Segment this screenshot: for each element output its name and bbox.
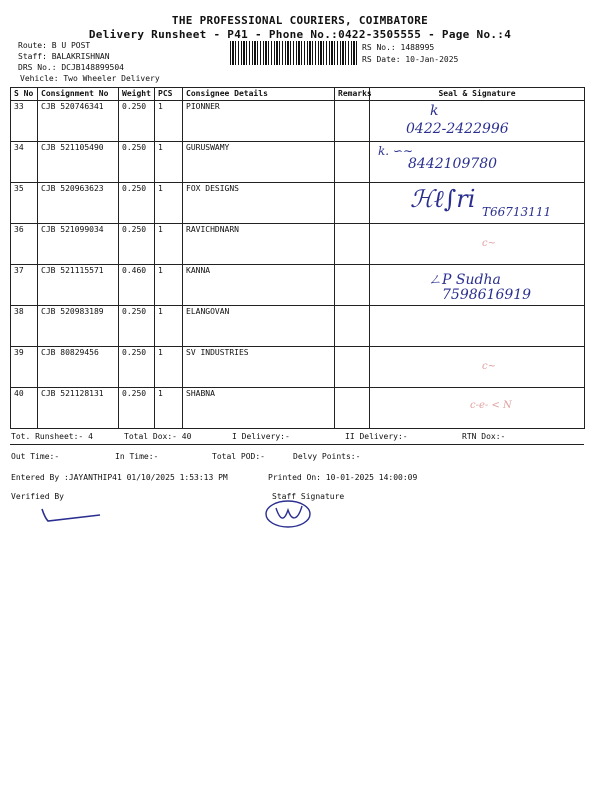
cell-signature bbox=[370, 347, 585, 388]
i-delivery: I Delivery:- bbox=[232, 432, 290, 441]
runsheet-subtitle: Delivery Runsheet - P41 - Phone No.:0422-3505555 - Page No.:4 bbox=[88, 28, 512, 41]
rs-number: RS No.: 1488995 bbox=[362, 43, 435, 52]
cell-sno: 38 bbox=[11, 306, 38, 347]
cell-remarks bbox=[335, 183, 370, 224]
totals-divider bbox=[10, 444, 584, 445]
delivery-points: Delvy Points:- bbox=[293, 452, 361, 461]
col-header-consignment: Consignment No bbox=[38, 88, 119, 101]
handwritten-scribble: k. ∽∼ bbox=[378, 144, 414, 158]
cell-weight: 0.460 bbox=[119, 265, 155, 306]
cell-sno: 37 bbox=[11, 265, 38, 306]
cell-consignee: SHABNA bbox=[183, 388, 335, 429]
cell-remarks bbox=[335, 101, 370, 142]
handwritten-phone: 8442109780 bbox=[408, 156, 498, 172]
cell-remarks bbox=[335, 347, 370, 388]
cell-consignee: KANNA bbox=[183, 265, 335, 306]
in-time: In Time:- bbox=[115, 452, 159, 461]
cell-pcs: 1 bbox=[155, 306, 183, 347]
cell-sno: 35 bbox=[11, 183, 38, 224]
cell-remarks bbox=[335, 306, 370, 347]
faint-stamp-mark: c~ bbox=[482, 361, 496, 372]
cell-sno: 34 bbox=[11, 142, 38, 183]
cell-signature bbox=[370, 388, 585, 429]
table-row bbox=[11, 224, 585, 265]
cell-consignment: CJB 520983189 bbox=[38, 306, 119, 347]
out-time: Out Time:- bbox=[11, 452, 60, 461]
cell-consignee: ELANGOVAN bbox=[183, 306, 335, 347]
cell-consignment: CJB 520746341 bbox=[38, 101, 119, 142]
cell-signature bbox=[370, 224, 585, 265]
cell-remarks bbox=[335, 265, 370, 306]
cell-signature bbox=[370, 183, 585, 224]
cell-sno: 36 bbox=[11, 224, 38, 265]
cell-pcs: 1 bbox=[155, 183, 183, 224]
cell-weight: 0.250 bbox=[119, 101, 155, 142]
cell-consignment: CJB 521128131 bbox=[38, 388, 119, 429]
cell-remarks bbox=[335, 388, 370, 429]
cell-weight: 0.250 bbox=[119, 224, 155, 265]
handwritten-phone: 7598616919 bbox=[442, 287, 532, 303]
total-dox: Total Dox:- 40 bbox=[124, 432, 192, 441]
drs-label: DRS No.: DCJB148899504 bbox=[18, 63, 124, 72]
printed-on: Printed On: 10-01-2025 14:00:09 bbox=[268, 473, 418, 482]
cell-signature bbox=[370, 306, 585, 347]
table-row bbox=[11, 101, 585, 142]
cell-consignment: CJB 521115571 bbox=[38, 265, 119, 306]
cell-consignee: GURUSWAMY bbox=[183, 142, 335, 183]
cell-consignee: SV INDUSTRIES bbox=[183, 347, 335, 388]
rs-date: RS Date: 10-Jan-2025 bbox=[362, 55, 459, 64]
cell-consignee: PIONNER bbox=[183, 101, 335, 142]
col-header-sno: S No bbox=[11, 88, 38, 101]
table-row bbox=[11, 265, 585, 306]
total-pod: Total POD:- bbox=[212, 452, 265, 461]
handwritten-mark: k bbox=[430, 103, 439, 119]
cell-pcs: 1 bbox=[155, 224, 183, 265]
handwritten-phone: T66713111 bbox=[482, 205, 552, 219]
total-runsheet: Tot. Runsheet:- 4 bbox=[11, 432, 93, 441]
table-row bbox=[11, 183, 585, 224]
company-title: THE PROFESSIONAL COURIERS, COIMBATORE bbox=[171, 14, 429, 27]
cell-pcs: 1 bbox=[155, 142, 183, 183]
verified-by-label: Verified By bbox=[11, 492, 64, 501]
cell-remarks bbox=[335, 142, 370, 183]
cell-weight: 0.250 bbox=[119, 347, 155, 388]
col-header-signature: Seal & Signature bbox=[370, 88, 585, 101]
faint-stamp-mark: c~ bbox=[482, 238, 496, 249]
cell-consignee: FOX DESIGNS bbox=[183, 183, 335, 224]
cell-pcs: 1 bbox=[155, 388, 183, 429]
table-row bbox=[11, 306, 585, 347]
cell-signature bbox=[370, 265, 585, 306]
staff-signature-scribble bbox=[262, 496, 318, 530]
cell-pcs: 1 bbox=[155, 101, 183, 142]
cell-sno: 40 bbox=[11, 388, 38, 429]
staff-label: Staff: BALAKRISHNAN bbox=[18, 52, 110, 61]
col-header-consignee: Consignee Details bbox=[183, 88, 335, 101]
vehicle-label: Vehicle: Two Wheeler Delivery bbox=[20, 74, 160, 83]
cell-weight: 0.250 bbox=[119, 142, 155, 183]
ii-delivery: II Delivery:- bbox=[345, 432, 408, 441]
handwritten-phone: 0422-2422996 bbox=[406, 121, 509, 137]
staff-signature-label: Staff Signature bbox=[272, 492, 345, 501]
col-header-remarks: Remarks bbox=[335, 88, 370, 101]
handwritten-signature: ㄥP Sudha bbox=[428, 272, 501, 288]
barcode-image bbox=[230, 41, 357, 65]
handwritten-signature: ℋℓ∫ri bbox=[410, 185, 476, 213]
rtn-dox: RTN Dox:- bbox=[462, 432, 506, 441]
verifier-signature-scribble bbox=[38, 505, 104, 525]
cell-pcs: 1 bbox=[155, 265, 183, 306]
cell-pcs: 1 bbox=[155, 347, 183, 388]
table-header-row bbox=[11, 88, 585, 101]
cell-consignment: CJB 521105490 bbox=[38, 142, 119, 183]
cell-sno: 33 bbox=[11, 101, 38, 142]
route-label: Route: B U POST bbox=[18, 41, 91, 50]
col-header-pcs: PCS bbox=[155, 88, 183, 101]
cell-signature bbox=[370, 142, 585, 183]
cell-consignment: CJB 520963623 bbox=[38, 183, 119, 224]
cell-weight: 0.250 bbox=[119, 183, 155, 224]
table-row bbox=[11, 388, 585, 429]
table-row bbox=[11, 142, 585, 183]
cell-weight: 0.250 bbox=[119, 388, 155, 429]
faint-stamp-mark: c-e- < N bbox=[470, 400, 512, 411]
col-header-weight: Weight bbox=[119, 88, 155, 101]
cell-consignee: RAVICHDNARN bbox=[183, 224, 335, 265]
cell-sno: 39 bbox=[11, 347, 38, 388]
runsheet-table bbox=[10, 87, 585, 429]
cell-weight: 0.250 bbox=[119, 306, 155, 347]
entered-by: Entered By :JAYANTHIP41 01/10/2025 1:53:13 PM bbox=[11, 473, 228, 482]
table-row bbox=[11, 347, 585, 388]
cell-consignment: CJB 521099034 bbox=[38, 224, 119, 265]
cell-signature bbox=[370, 101, 585, 142]
cell-remarks bbox=[335, 224, 370, 265]
cell-consignment: CJB 80829456 bbox=[38, 347, 119, 388]
